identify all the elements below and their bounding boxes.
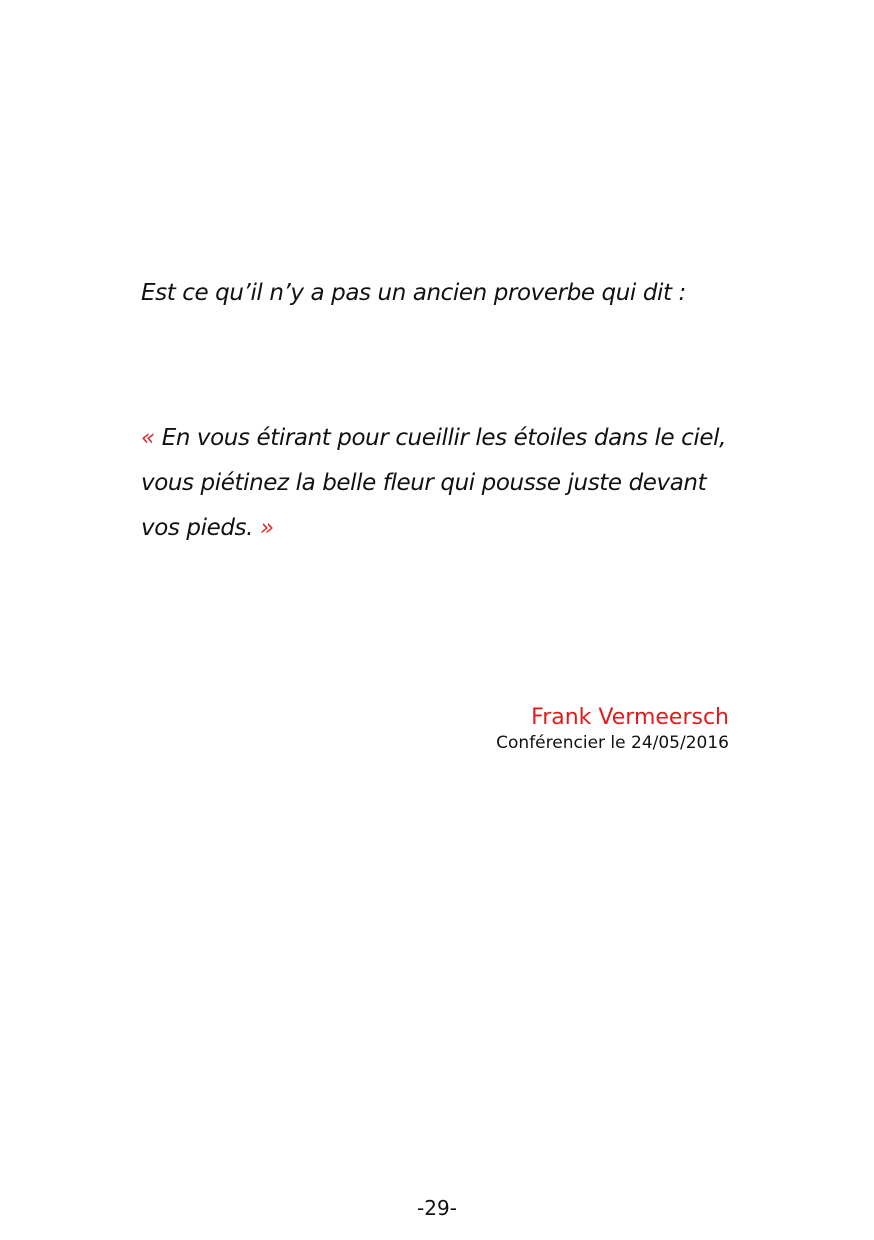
signature-block xyxy=(496,704,729,754)
quote-line-2: vous piétinez la belle fleur qui pousse juste devant xyxy=(141,470,707,496)
page-number: -29- xyxy=(417,1196,457,1220)
opening-guillemet: « xyxy=(141,425,155,451)
author-role-date: Conférencier le 24/05/2016 xyxy=(496,733,729,753)
quote-line-1 xyxy=(141,416,741,461)
quote-line-3 xyxy=(141,506,741,551)
proverb-quote xyxy=(141,416,741,551)
quote-line-3-text: vos pieds. xyxy=(141,515,260,541)
intro-text: Est ce qu’il n’y a pas un ancien proverbe qui dit : xyxy=(141,280,686,306)
closing-guillemet: » xyxy=(259,515,274,541)
quote-line-1-text: En vous étirant pour cueillir les étoiles dans le ciel, xyxy=(154,425,727,451)
author-name: Frank Vermeersch xyxy=(531,705,729,730)
